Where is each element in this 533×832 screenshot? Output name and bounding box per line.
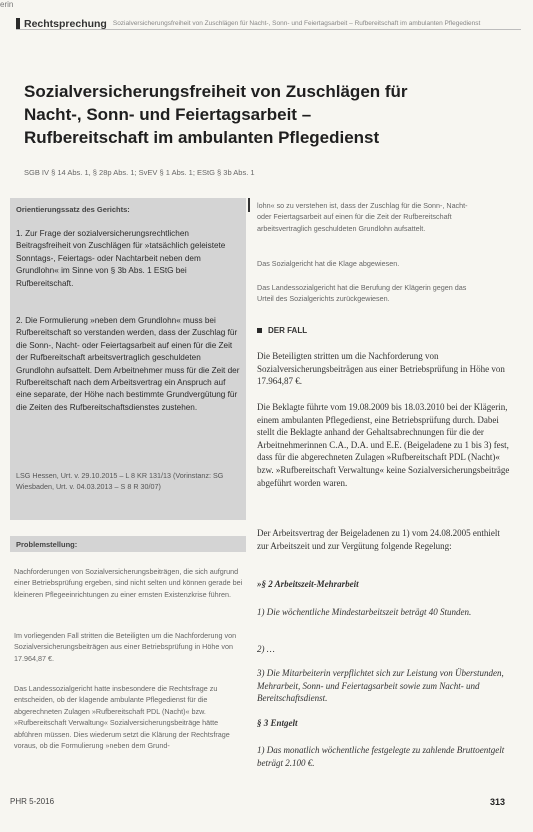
contract-clause-3: 3) Die Mitarbeiterin verpflichtet sich zur Leistung von Überstunden, Mehrarbeit, Sonn- und Feiertagsarbeit sowie zum Nacht- und Bereitschaftsdienst. xyxy=(257,668,504,704)
problem-heading: Problemstellung: xyxy=(16,540,78,549)
case-paragraph-2: Die Beklagte führte vom 19.08.2009 bis 18.03.2010 bei der Klägerin, einem ambulanten Pflegedienst, eine Betriebsprüfung durch. Dabei stellt die Beklagte anhand der Gehaltsabrechnungen für die der Arbeitnehmerinnen C.A., D.A. und E.E. (Beigeladene zu 1 bis 3) fest, dass für die abgerechneten Zulagen »Rufbereitschaft PDL (Nacht)« bzw. »Rufbereitschaft Verwaltung« keine Sozialversicherungsbeiträge abgeführt worden waren. xyxy=(257,402,510,488)
footer-journal: PHR 5-2016 xyxy=(10,797,55,806)
contract-heading-1: »§ 2 Arbeitszeit-Mehrarbeit xyxy=(257,579,359,589)
contract-clause-4: 1) Das monatlich wöchentliche festgelegte zu zahlende Bruttoentgelt beträgt 2.100 €. xyxy=(257,745,505,768)
case-paragraph-1: Die Beteiligten stritten um die Nachforderung von Sozialversicherungsbeiträgen aus einer Betriebsprüfung in Höhe von 17.964,87 €. xyxy=(257,351,505,387)
title-line-2: Nacht-, Sonn- und Feiertagsarbeit – xyxy=(24,105,312,124)
guideline-heading: Orientierungssatz des Gerichts: xyxy=(16,205,130,214)
title-line-3: Rufbereitschaft im ambulanten Pflegedienst xyxy=(24,128,380,147)
header-subtitle: Sozialversicherungsfreiheit von Zuschlägen für Nacht-, Sonn- und Feiertagsarbeit – Rufbereitschaft im ambulanten Pflegedienst xyxy=(112,20,481,28)
right-paragraph-2: Das Sozialgericht hat die Klage abgewiesen. xyxy=(257,259,400,268)
right-paragraph-3: Das Landessozialgericht hat die Berufung der Klägerin gegen das Urteil des Sozialgerichts zurückgewiesen. xyxy=(257,283,467,304)
right-paragraph-1: lohn« so zu verstehen ist, dass der Zuschlag für die Sonn-, Nacht- oder Feiertagsarbeit auf einen für die Zeit der Rufbereitschaft arbeitsvertraglich geschuldeten Grundlohn aufsattelt. xyxy=(257,201,468,233)
column-rule-marker xyxy=(248,198,250,212)
guideline-point-2: 2. Die Formulierung »neben dem Grundlohn« muss bei Rufbereitschaft so verstanden werden, dass der Zuschlag für die Sonn-, Nacht- oder Feiertagsarbeit auf einen für die Zeit der Rufbereitschaft arbeitsvertraglich geschuldeten Grundlohn aufsattelt. Dem Arbeitnehmer muss für die Zeit der Rufbereitschaft nach dem Arbeitsvertrag ein Anspruch auf eine separate, der Höhe nach bestimmte Grundvergütung für die Zeiten des Rufbereitschaftsdienstes zustehen. xyxy=(16,316,240,412)
page-number: 313 xyxy=(490,797,506,807)
running-header xyxy=(16,15,521,30)
problem-paragraph-2: Im vorliegenden Fall stritten die Beteiligten um die Nachforderung von Sozialversicherungsbeiträgen aus einer Betriebsprüfung in Höhe von 17.964,87 €. xyxy=(14,631,237,663)
article-title xyxy=(24,80,509,149)
contract-heading-2: § 3 Entgelt xyxy=(257,718,298,728)
corner-mark: erin xyxy=(0,0,14,9)
contract-clause-2: 2) … xyxy=(257,644,275,654)
problem-paragraph-3: Das Landessozialgericht hatte insbesondere die Rechtsfrage zu entscheiden, ob der klagende ambulante Pflegedienst für die abgerechneten Zulagen »Rufbereitschaft PDL (Nacht)« bzw. »Rufbereitschaft Verwaltung« Sozialversicherungsbeiträge hätte abführen müssen. Dies wiederum setzt die Klärung der Rechtsfrage voraus, ob die Formulierung »neben dem Grund- xyxy=(14,684,230,751)
guideline-point-1: 1. Zur Frage der sozialversicherungsrechtlichen Beitragsfreiheit von Zuschlägen für »tatsächlich geleistete Sonntags-, Feiertags- oder Nachtarbeit neben dem Grundlohn« im Sinne von § 3b Abs. 1 EStG bei Rufbereitschaft. xyxy=(16,229,226,288)
contract-clause-1: 1) Die wöchentliche Mindestarbeitszeit beträgt 40 Stunden. xyxy=(257,607,472,617)
problem-paragraph-1: Nachforderungen von Sozialversicherungsbeiträgen, die sich aufgrund einer Betriebsprüfung ergeben, sind nicht selten und können gerade bei kleineren Pflegeeinrichtungen zu einer ernsten Existenzkrise führen. xyxy=(14,567,243,599)
square-bullet-icon xyxy=(257,328,262,333)
title-line-1: Sozialversicherungsfreiheit von Zuschlägen für xyxy=(24,82,408,101)
legal-norms: SGB IV § 14 Abs. 1, § 28p Abs. 1; SvEV § 1 Abs. 1; EStG § 3b Abs. 1 xyxy=(24,168,255,177)
header-bar-marker xyxy=(16,18,20,29)
case-section-heading xyxy=(257,326,307,335)
header-section: Rechtsprechung xyxy=(24,17,107,30)
court-citation: LSG Hessen, Urt. v. 29.10.2015 – L 8 KR 131/13 (Vorinstanz: SG Wiesbaden, Urt. v. 04.03.2013 – S 8 R 30/07) xyxy=(16,471,224,491)
case-heading-label: DER FALL xyxy=(268,326,308,335)
case-paragraph-3: Der Arbeitsvertrag der Beigeladenen zu 1) vom 24.08.2005 enthielt zur Arbeitszeit und zur Vergütung folgende Regelung: xyxy=(257,528,500,551)
